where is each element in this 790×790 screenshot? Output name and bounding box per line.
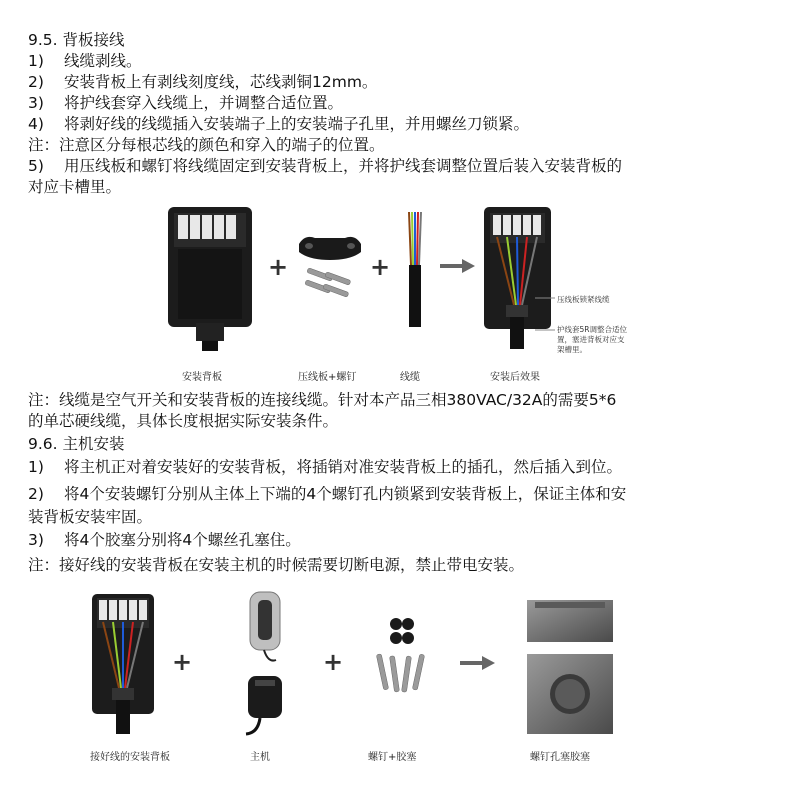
step-number: 3) xyxy=(28,531,44,549)
callout-clamp: 压线板锁紧线缆 xyxy=(557,295,610,304)
step-3 xyxy=(28,93,343,113)
step-text: 将护线套穿入线缆上，并调整合适位置。 xyxy=(64,94,344,112)
step-text: 将4个安装螺钉分别从主体上下端的4个螺钉孔内锁紧到安装背板上，保证主体和安 xyxy=(64,485,627,503)
callout-sleeve-line-1: 护线套5R调整合适位 xyxy=(557,325,627,334)
plus-sign: + xyxy=(172,648,193,676)
arrow-right-icon xyxy=(440,258,476,274)
callout-sleeve-line-3: 架槽里。 xyxy=(557,345,587,354)
caption-wired-back-plate: 接好线的安装背板 xyxy=(90,752,170,763)
callout-leader-lines xyxy=(535,295,555,355)
caption-clamp-screws: 压线板+螺钉 xyxy=(298,372,357,383)
host-step-3 xyxy=(28,530,301,550)
clamp-and-screws-image xyxy=(295,232,365,302)
step-text: 用压线板和螺钉将线缆固定到安装背板上，并将护线套调整位置后装入安装背板的 xyxy=(64,157,623,175)
step-number: 5) xyxy=(28,157,44,175)
step-text: 将主机正对着安装好的安装背板，将插销对准安装背板上的插孔，然后插入到位。 xyxy=(64,458,623,476)
screws-and-plugs-image xyxy=(372,614,432,699)
back-plate-image xyxy=(160,205,260,360)
plugged-screw-hole-image xyxy=(525,598,615,738)
section-heading-9-5: 9.5. 背板接线 xyxy=(28,31,125,49)
host-unit-image xyxy=(238,588,290,738)
step-2 xyxy=(28,72,377,92)
note-cable-line-1: 注：线缆是空气开关和安装背板的连接线缆。针对本产品三相380VAC/32A的需要5*6 xyxy=(28,391,617,409)
step-1 xyxy=(28,51,142,71)
section-heading-9-6: 9.6. 主机安装 xyxy=(28,435,125,453)
step-number: 1) xyxy=(28,52,44,70)
caption-back-plate: 安装背板 xyxy=(182,372,222,383)
caption-plugged-holes: 螺钉孔塞胶塞 xyxy=(530,752,590,763)
arrow-right-icon xyxy=(460,655,496,671)
step-text: 线缆剥线。 xyxy=(64,52,142,70)
step-text: 将4个胶塞分别将4个螺丝孔塞住。 xyxy=(64,531,301,549)
caption-cable: 线缆 xyxy=(400,372,420,383)
step-number: 3) xyxy=(28,94,44,112)
step-number: 1) xyxy=(28,458,44,476)
cable-image xyxy=(400,210,430,330)
step-number: 4) xyxy=(28,115,44,133)
step-text: 将剥好线的线缆插入安装端子上的安装端子孔里，并用螺丝刀锁紧。 xyxy=(64,115,530,133)
note-cable-line-2: 的单芯硬线缆，具体长度根据实际安装条件。 xyxy=(28,412,339,430)
step-4 xyxy=(28,114,529,134)
host-step-2 xyxy=(28,484,626,504)
plus-sign: + xyxy=(323,648,344,676)
step-number: 2) xyxy=(28,73,44,91)
caption-screws-plugs: 螺钉+胶塞 xyxy=(368,752,417,763)
callout-sleeve-line-2: 置，塞进背板对应支 xyxy=(557,335,625,344)
plus-sign: + xyxy=(268,253,289,281)
note-wire-color: 注：注意区分每根芯线的颜色和穿入的端子的位置。 xyxy=(28,136,385,154)
step-number: 2) xyxy=(28,485,44,503)
host-step-1 xyxy=(28,457,622,477)
plus-sign: + xyxy=(370,253,391,281)
step-5-continued: 对应卡槽里。 xyxy=(28,178,122,196)
note-power-off: 注：接好线的安装背板在安装主机的时候需要切断电源，禁止带电安装。 xyxy=(28,556,525,574)
step-5 xyxy=(28,156,622,176)
caption-host: 主机 xyxy=(250,752,270,763)
caption-installed-result: 安装后效果 xyxy=(490,372,540,383)
step-text: 安装背板上有剥线刻度线，芯线剥铜12mm。 xyxy=(64,73,378,91)
wired-back-plate-image xyxy=(88,592,158,737)
host-step-2-continued: 装背板安装牢固。 xyxy=(28,508,153,526)
